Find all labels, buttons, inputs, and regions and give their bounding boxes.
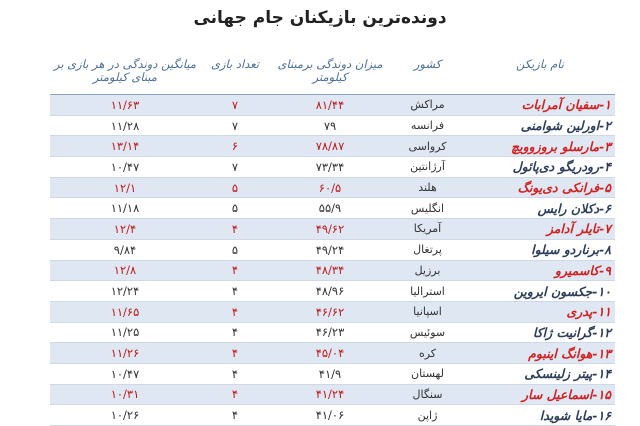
average-cell: ۱۲/۱ bbox=[50, 177, 200, 198]
average-cell: ۱۱/۲۶ bbox=[50, 343, 200, 364]
country-cell: فرانسه bbox=[390, 115, 465, 136]
player-name: ۱۲-گرانیت ژاکا bbox=[465, 322, 615, 343]
distance-cell: ۴۱/۲۴ bbox=[270, 384, 390, 405]
country-cell: انگلیس bbox=[390, 198, 465, 219]
games-cell: ۵ bbox=[200, 177, 270, 198]
header-player: نام بازیکن bbox=[465, 56, 615, 95]
games-cell: ۷ bbox=[200, 115, 270, 136]
country-cell: لهستان bbox=[390, 363, 465, 384]
table-row bbox=[50, 363, 615, 384]
table-row bbox=[50, 198, 615, 219]
player-name: ۶-دکلان رایس bbox=[465, 198, 615, 219]
table-row bbox=[50, 177, 615, 198]
table-row bbox=[50, 157, 615, 178]
distance-cell: ۴۶/۶۲ bbox=[270, 301, 390, 322]
table-row bbox=[50, 219, 615, 240]
distance-cell: ۷۹ bbox=[270, 115, 390, 136]
player-name: ۴-رودریگو دی‌پائول bbox=[465, 157, 615, 178]
player-name: ۳-مارسلو بروزوویچ bbox=[465, 136, 615, 157]
distance-cell: ۷۸/۸۷ bbox=[270, 136, 390, 157]
average-cell: ۱۰/۴۷ bbox=[50, 363, 200, 384]
average-cell: ۱۲/۸ bbox=[50, 260, 200, 281]
average-cell: ۱۱/۲۵ bbox=[50, 322, 200, 343]
average-cell: ۱۲/۴ bbox=[50, 219, 200, 240]
player-name: ۲-اورلین شوامنی bbox=[465, 115, 615, 136]
games-cell: ۴ bbox=[200, 405, 270, 426]
player-name: ۷-تایلر آدامز bbox=[465, 219, 615, 240]
average-cell: ۱۱/۲۸ bbox=[50, 115, 200, 136]
games-cell: ۷ bbox=[200, 157, 270, 178]
games-cell: ۶ bbox=[200, 136, 270, 157]
distance-cell: ۴۱/۹ bbox=[270, 363, 390, 384]
country-cell: آرژانتین bbox=[390, 157, 465, 178]
games-cell: ۴ bbox=[200, 260, 270, 281]
player-name: ۱۱-پدری bbox=[465, 301, 615, 322]
country-cell: برزیل bbox=[390, 260, 465, 281]
distance-cell: ۵۵/۹ bbox=[270, 198, 390, 219]
player-name: ۱۵-اسماعیل سار bbox=[465, 384, 615, 405]
games-cell: ۴ bbox=[200, 363, 270, 384]
games-cell: ۴ bbox=[200, 343, 270, 364]
games-cell: ۵ bbox=[200, 198, 270, 219]
average-cell: ۱۰/۳۱ bbox=[50, 384, 200, 405]
players-table bbox=[50, 56, 615, 426]
player-name: ۱-سفیان آمرابات bbox=[465, 95, 615, 116]
player-name: ۱۶-مایا شویدا bbox=[465, 405, 615, 426]
average-cell: ۹/۸۴ bbox=[50, 239, 200, 260]
table-row bbox=[50, 115, 615, 136]
table-header-row bbox=[50, 56, 615, 95]
country-cell: پرتغال bbox=[390, 239, 465, 260]
player-name: ۱۴-پیتر زلینسکی bbox=[465, 363, 615, 384]
distance-cell: ۴۸/۳۴ bbox=[270, 260, 390, 281]
player-name: ۸-برناردو سیلوا bbox=[465, 239, 615, 260]
games-cell: ۵ bbox=[200, 239, 270, 260]
country-cell: ژاپن bbox=[390, 405, 465, 426]
games-cell: ۴ bbox=[200, 322, 270, 343]
table-row bbox=[50, 95, 615, 116]
distance-cell: ۴۸/۹۶ bbox=[270, 281, 390, 302]
player-name: ۱۳-هوانگ اینبوم bbox=[465, 343, 615, 364]
distance-cell: ۶۰/۵ bbox=[270, 177, 390, 198]
average-cell: ۱۲/۲۴ bbox=[50, 281, 200, 302]
distance-cell: ۸۱/۴۴ bbox=[270, 95, 390, 116]
games-cell: ۷ bbox=[200, 95, 270, 116]
country-cell: اسپانیا bbox=[390, 301, 465, 322]
average-cell: ۱۱/۶۳ bbox=[50, 95, 200, 116]
header-distance: میزان دوندگی برمبنای کیلومتر bbox=[270, 56, 390, 95]
games-cell: ۴ bbox=[200, 219, 270, 240]
table-row bbox=[50, 322, 615, 343]
table-row bbox=[50, 343, 615, 364]
distance-cell: ۴۹/۲۴ bbox=[270, 239, 390, 260]
table-row bbox=[50, 260, 615, 281]
country-cell: سوئیس bbox=[390, 322, 465, 343]
page-title: دونده‌ترین بازیکنان جام جهانی bbox=[193, 8, 447, 28]
average-cell: ۱۰/۲۶ bbox=[50, 405, 200, 426]
average-cell: ۱۳/۱۴ bbox=[50, 136, 200, 157]
distance-cell: ۴۵/۰۴ bbox=[270, 343, 390, 364]
games-cell: ۴ bbox=[200, 301, 270, 322]
header-country: کشور bbox=[390, 56, 465, 95]
header-games: تعداد بازی bbox=[200, 56, 270, 95]
country-cell: کرواسی bbox=[390, 136, 465, 157]
average-cell: ۱۱/۱۸ bbox=[50, 198, 200, 219]
games-cell: ۴ bbox=[200, 384, 270, 405]
country-cell: استرالیا bbox=[390, 281, 465, 302]
country-cell: آمریکا bbox=[390, 219, 465, 240]
table-row bbox=[50, 281, 615, 302]
distance-cell: ۷۳/۳۴ bbox=[270, 157, 390, 178]
country-cell: هلند bbox=[390, 177, 465, 198]
header-average: میانگین دوندگی در هر بازی بر مبنای کیلومتر bbox=[50, 56, 200, 95]
player-name: ۱۰-جکسون ایروین bbox=[465, 281, 615, 302]
country-cell: سنگال bbox=[390, 384, 465, 405]
country-cell: کره bbox=[390, 343, 465, 364]
table-row bbox=[50, 136, 615, 157]
player-name: ۹-کاسمیرو bbox=[465, 260, 615, 281]
table-row bbox=[50, 384, 615, 405]
table-row bbox=[50, 301, 615, 322]
player-name: ۵-فرانکی دی‌یونگ bbox=[465, 177, 615, 198]
average-cell: ۱۰/۴۷ bbox=[50, 157, 200, 178]
distance-cell: ۴۱/۰۶ bbox=[270, 405, 390, 426]
table-row bbox=[50, 405, 615, 426]
distance-cell: ۴۹/۶۲ bbox=[270, 219, 390, 240]
average-cell: ۱۱/۶۵ bbox=[50, 301, 200, 322]
games-cell: ۴ bbox=[200, 281, 270, 302]
country-cell: مراکش bbox=[390, 95, 465, 116]
distance-cell: ۴۶/۲۳ bbox=[270, 322, 390, 343]
table-row bbox=[50, 239, 615, 260]
